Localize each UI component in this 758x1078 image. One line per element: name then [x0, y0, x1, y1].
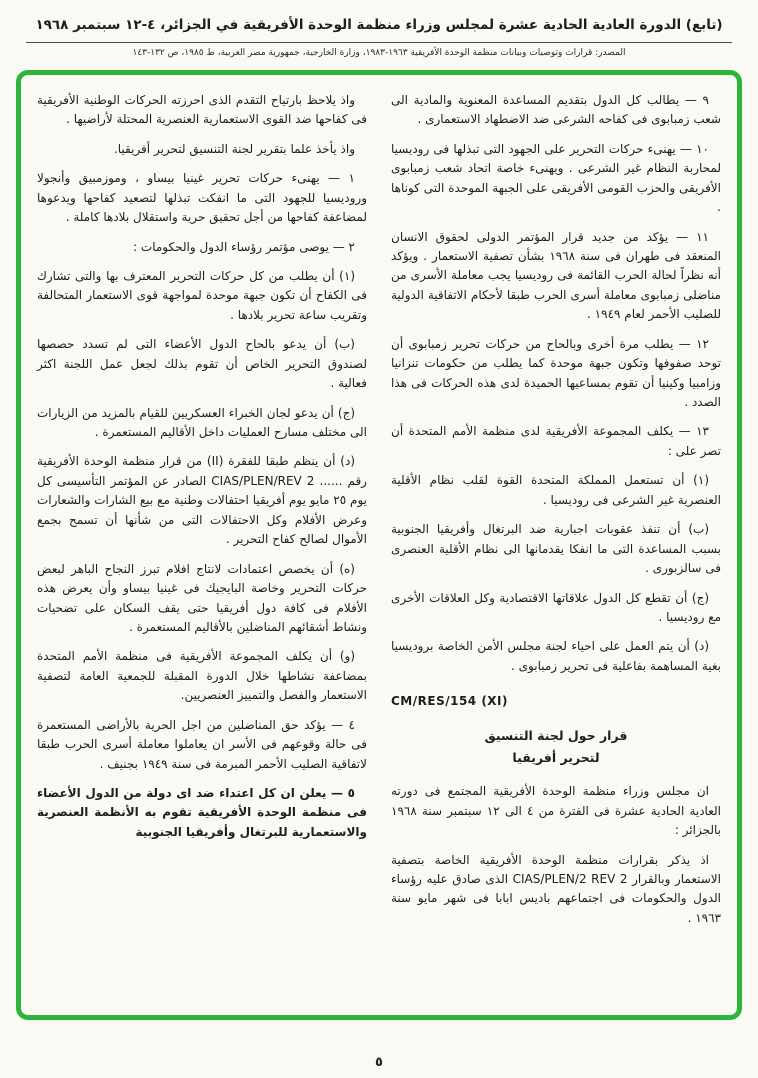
two-column-layout [37, 91, 721, 1005]
document-title: (تابع) الدورة العادية الحادية عشرة لمجلس وزراء منظمة الوحدة الأفريقية في الجزائر، ٤-١٢ سبتمبر ١٩٦٨ [35, 17, 723, 33]
paragraph: ان مجلس وزراء منظمة الوحدة الأفريقية المجتمع فى دورته العادية الحادية عشرة فى الفترة من ٤ الى ١٢ سبتمبر سنة ١٩٦٨ بالجزائر : [391, 784, 721, 838]
paragraph: ١ — يهنىء حركات تحرير غينيا بيساو ، وموزمبيق وأنجولا وروديسيا للجهود التى ما انفكت تبذلها لتصعيد كفاحها ويدعوها لمضاعفة كفاحها من أجل تحقيق حرية واستقلال بلادها كاملة . [37, 171, 367, 225]
paragraph: (ب) أن يدعو بالحاح الدول الأعضاء التى لم تسدد حصصها لصندوق التحرير الخاص أن تقوم بذلك لجعل عمل اللجنة اكثر فعالية . [37, 337, 367, 391]
paragraph: ١٢ — يطلب مرة أخرى وبالحاح من حركات تحرير زمبابوى أن توحد صفوفها وتكون جبهة موحدة كما يطلب من حكومات تنزانيا وزامبيا وكينيا أن تقوم بمساعيها الحميدة لدى هذه الحركات فى هذا الصدد . [391, 336, 721, 410]
content-border-box [16, 70, 742, 1020]
paragraph: (د) أن يتم العمل على احياء لجنة مجلس الأمن الخاصة بروديسيا بغية المساهمة بفاعلية فى تحرير زمبابوى . [391, 639, 721, 673]
paragraph: (ب) أن تنفذ عقوبات اجبارية ضد البرتغال وأفريقيا الجنوبية بسبب المساعدة التى ما انفكا يقدمانها الى نظام الأقلية العنصرى فى سالزبورى . [391, 522, 721, 576]
paragraph: (١) أن تستعمل المملكة المتحدة القوة لقلب نظام الأقلية العنصرية غير الشرعى فى روديسيا . [391, 473, 721, 507]
paragraph: ٢ — يوصى مؤتمر رؤساء الدول والحكومات : [133, 239, 355, 254]
paragraph: ٤ — يؤكد حق المناضلين من اجل الحرية بالأراضى المستعمرة فى حالة وقوعهم فى الأسر ان يعاملوا معاملة أسرى الحرب طبقا لاتفاقية الصليب الأحمر المبرمة فى سنة ١٩٤٩ بجنيف . [37, 717, 367, 771]
paragraph: ١٣ — يكلف المجموعة الأفريقية لدى منظمة الأمم المتحدة أن تصر على : [391, 424, 721, 458]
resolution-code: CM/RES/154 (XI) [391, 694, 509, 709]
paragraph: ٥ — يعلن ان كل اعتداء ضد اى دولة من الدول الأعضاء فى منظمة الوحدة الأفريقية تقوم به الأنظمة العنصرية والاستعمارية للبرتغال وأفريقيا الجنوبية [37, 786, 367, 839]
paragraph: (ه) أن يخصص اعتمادات لانتاج افلام تبرز النجاح الباهر لبعض حركات التحرير وخاصة البايجيك فى غينيا بيساو وأن يعرض هذه الأفلام فى كافة دول أفريقيا حتى يقف السكان على تضحيات ونشاط أشقائهم المناضلين بالأقاليم المستعمرة . [37, 561, 367, 634]
paragraph: واذ يلاحظ بارتياح التقدم الذى احرزته الحركات الوطنية الأفريقية فى كفاحها ضد القوى الاستعمارية العنصرية المحتلة لأراضيها . [37, 92, 367, 127]
paragraph: ١١ — يؤكد من جديد قرار المؤتمر الدولى لحقوق الانسان المنعقد فى طهران فى سنة ١٩٦٨ بشأن تصفية الاستعمار . ويؤكد أنه نظراً لحالة الحرب القائمة فى روديسيا يجب معاملة الأسرى من مناضلى زمبابوى معاملة أسرى الحرب طبقا لأحكام الاتفاقية الدولية للصليب الأحمر لعام ١٩٤٩ . [391, 229, 721, 322]
right-column [391, 91, 721, 1005]
paragraph: ٩ — يطالب كل الدول بتقديم المساعدة المعنوية والمادية الى شعب زمبابوى فى كفاحه الشرعى ضد الاضطهاد الاستعمارى . [391, 92, 721, 127]
paragraph: واذ يأخذ علما بتقرير لجنة التنسيق لتحرير أفريقيا. [113, 141, 355, 156]
paragraph: (ج) أن تقطع كل الدول علاقاتها الاقتصادية وكل العلاقات الأخرى مع روديسيا . [391, 590, 721, 624]
resolution-title: قرار حول لجنة التنسيق [484, 727, 628, 743]
left-column [37, 91, 367, 1005]
resolution-subtitle: لتحرير أفريقيا [512, 749, 600, 765]
paragraph: (د) أن ينظم طبقا للفقرة (II) من قرار منظمة الوحدة الأفريقية رقم ...... CIAS/PLEN/REV 2 الصادر عن المؤتمر التأسيسى كل يوم ٢٥ مايو يوم أفريقيا احتفالات وطنية مع بيع الشارات والشعارات وعرض الأفلام وكل الاحتفالات التى من شأنها أن تسمح بجمع الأموال لصالح كفاح التحرير . [37, 454, 367, 547]
source-line: المصدر: قرارات وتوصيات وبيانات منظمة الوحدة الأفريقية ١٩٦٣-١٩٨٣، وزارة الخارجية، جمهورية مصر العربية، ط ١٩٨٥، ص ١٣٢-١٤٣ [132, 47, 626, 58]
page-header [0, 0, 758, 58]
paragraph: (١) أن يطلب من كل حركات التحرير المعترف بها والتى تشارك فى الكفاح أن تكون جبهة موحدة لمواجهة قوى الاستعمار المتحالفة وتقريب ساعة تحرير بلادها . [37, 268, 367, 322]
paragraph: ١٠ — يهنىء حركات التحرير على الجهود التى تبذلها فى روديسيا لمحاربة النظام غير الشرعى . ويهنىء خاصة اتحاد شعب زمبابوى الأفريقى والحزب القومى الأفريقى على الجبهة الموحدة التى كوناها . [391, 141, 721, 215]
paragraph: (ج) أن يدعو لجان الخبراء العسكريين للقيام بالمزيد من الزيارات الى مختلف مسارح العمليات داخل الأقاليم المستعمرة . [37, 405, 367, 440]
header-divider [26, 42, 732, 43]
paragraph: اذ يذكر بقرارات منظمة الوحدة الأفريقية الخاصة بتصفية الاستعمار وبالقرار CIAS/PLEN/2 REV 2 الذى صادق عليه رؤساء الدول والحكومات فى اجتماعهم باديس ابابا فى شهر مايو سنة ١٩٦٣ . [391, 852, 721, 925]
page-number: ٥ [375, 1055, 383, 1070]
paragraph: (و) أن يكلف المجموعة الأفريقية فى منظمة الأمم المتحدة بمضاعفة نشاطها خلال الدورة المقبلة للجمعية العامة لتصفية الاستعمار والفصل والتمييز العنصريين. [37, 649, 367, 703]
